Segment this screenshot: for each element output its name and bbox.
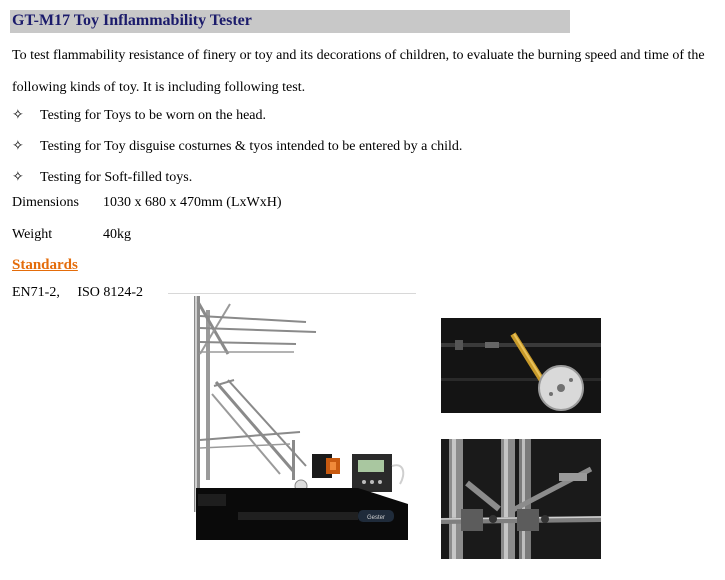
spec-value: 40kg	[103, 227, 131, 242]
list-item-text: Testing for Toy disguise costurnes & tyos intended to be entered by a child.	[40, 139, 463, 154]
standard-item: ISO 8124-2	[77, 285, 144, 300]
intro-paragraph: To test flammability resistance of finery or toy and its decorations of children, to evaluate the burning speed and time of the following kinds of toy. It is including following test.	[12, 48, 705, 95]
list-item	[12, 167, 712, 198]
standards-list	[12, 285, 157, 301]
title-bar	[10, 10, 570, 33]
standard-item: EN71-2,	[12, 285, 60, 300]
device-brand-label: Gester	[366, 515, 386, 521]
clamp-detail-photo	[441, 318, 601, 413]
list-item-text: Testing for Toys to be worn on the head.	[40, 108, 267, 123]
star-bullet-icon: ✧	[12, 170, 24, 185]
list-item	[12, 105, 712, 136]
spec-label: Weight	[12, 227, 53, 242]
star-bullet-icon: ✧	[12, 139, 24, 154]
star-bullet-icon: ✧	[12, 108, 24, 123]
list-item-text: Testing for Soft-filled toys.	[40, 170, 193, 185]
tester-main-photo	[168, 294, 418, 544]
standards-heading: Standards	[12, 257, 78, 273]
connector-detail-photo	[441, 439, 601, 559]
spec-label: Dimensions	[12, 195, 79, 210]
spec-value: 1030 x 680 x 470mm (LxWxH)	[103, 195, 282, 210]
test-list	[12, 105, 712, 198]
page-title: GT-M17 Toy Inflammability Tester	[12, 12, 252, 29]
list-item	[12, 136, 712, 167]
